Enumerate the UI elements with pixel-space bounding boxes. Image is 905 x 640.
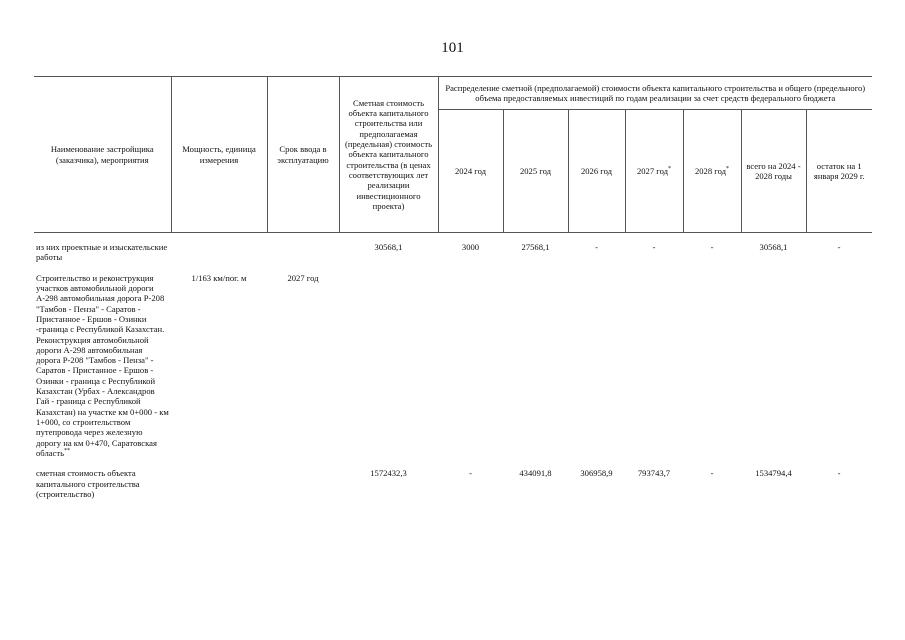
row-total <box>741 272 806 460</box>
header-commissioning: Срок ввода в эксплуатацию <box>267 77 339 233</box>
row-2027 <box>625 272 683 460</box>
header-distribution: Распределение сметной (предполагаемой) стоимости объекта капитального строительства и общего (предельного) объема предоставляемых инвестиций по годам реализации за счет средств федерального бюджета <box>438 77 872 110</box>
table-row <box>34 272 872 460</box>
row-remainder: - <box>837 468 841 479</box>
header-estimated-cost: Сметная стоимость объекта капитального строительства или предполагаемая (предельная) стоимость объекта капитального строительства (в ценах соответствующих лет реализации инвестиционного проекта) <box>339 77 438 233</box>
row-remainder <box>806 272 872 460</box>
header-2025: 2025 год <box>503 110 568 233</box>
row-name <box>34 272 171 460</box>
row-name: сметная стоимость объекта капитального строительства (строительство) <box>36 468 140 499</box>
row-2027: 793743,7 <box>637 468 671 479</box>
spacer-row <box>34 233 872 242</box>
header-2027-mark: * <box>668 165 672 172</box>
row-2027: - <box>652 242 656 252</box>
header-remainder: остаток на 1 января 2029 г. <box>806 110 872 233</box>
header-2027-label: 2027 год <box>636 165 669 176</box>
page-number: 101 <box>441 40 464 56</box>
row-2026: - <box>595 242 598 252</box>
row-2028: - <box>710 242 714 252</box>
row-term <box>267 467 339 500</box>
row-name-mark: ** <box>64 448 71 455</box>
row-cost: 30568,1 <box>374 242 403 252</box>
row-2025: 27568,1 <box>521 242 550 252</box>
spacer-row <box>34 459 872 467</box>
row-capacity: 1/163 км/пог. м <box>191 272 247 283</box>
header-capacity: Мощность, единица измерения <box>171 77 267 233</box>
row-2028 <box>683 272 741 460</box>
row-total: 1534794,4 <box>755 468 792 479</box>
row-name-text: Строительство и реконструкция участков автомобильной дороги А-298 автомобильная дорога Р-208 "Тамбов - Пенза" - Саратов - Пристанное - Ершов - Озинки -граница с Республикой Казахстан. Реконструкция автомобильной дороги А-298 автомобильная дорога Р-208 "Тамбов - Пенза" - Саратов - Пристанное - Ершов - Озинки - граница с Республикой Казахстан (Урбах - Александров Гай - граница с Республикой Казахстан) на участке км 0+000 - км 1+000, со строительством путепровода через железную дорогу на км 0+470, Саратовская область <box>36 272 169 458</box>
row-2024: - <box>469 468 472 479</box>
table-row <box>34 241 872 264</box>
row-2026: 306958,9 <box>580 468 613 479</box>
row-cost: 1572432,3 <box>370 468 407 479</box>
budget-table <box>34 76 872 500</box>
header-2027 <box>625 110 683 233</box>
row-term: 2027 год <box>287 272 319 283</box>
header-name: Наименование застройщика (заказчика), мероприятия <box>34 77 171 233</box>
header-2024: 2024 год <box>438 110 503 233</box>
row-remainder: - <box>837 242 841 252</box>
header-total: всего на 2024 - 2028 годы <box>741 110 806 233</box>
row-2024 <box>438 272 503 460</box>
row-2026 <box>568 272 625 460</box>
row-name: из них проектные и изыскательские работы <box>36 242 168 263</box>
table-row <box>34 467 872 500</box>
row-capacity <box>171 467 267 500</box>
header-2028-label: 2028 год <box>694 165 727 176</box>
row-capacity <box>171 241 267 264</box>
header-2028 <box>683 110 741 233</box>
row-2025: 434091,8 <box>519 468 552 479</box>
row-cost <box>339 272 438 460</box>
row-2028: - <box>710 468 714 479</box>
row-total: 30568,1 <box>759 242 788 252</box>
row-2025 <box>503 272 568 460</box>
header-2028-mark: * <box>726 165 730 172</box>
row-2024: 3000 <box>461 242 480 252</box>
header-2026: 2026 год <box>568 110 625 233</box>
row-term <box>267 241 339 264</box>
spacer-row <box>34 264 872 272</box>
